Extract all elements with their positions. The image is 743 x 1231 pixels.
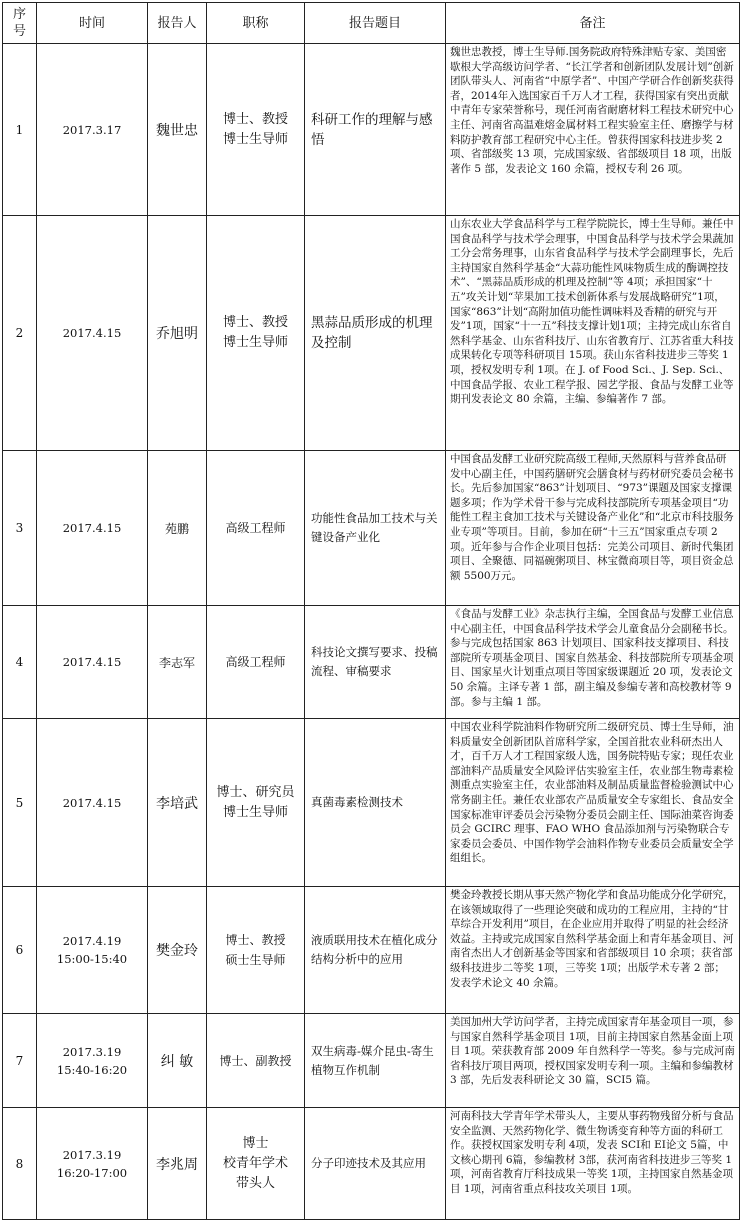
table-row [3,44,740,216]
row-topic: 分子印迹技术及其应用 [305,1108,446,1220]
row-title: 高级工程师 [207,606,305,719]
row-speaker: 李兆周 [148,1108,207,1220]
row-seq: 8 [3,1108,37,1220]
row-topic: 科研工作的理解与感悟 [305,44,446,216]
header-notes: 备注 [446,3,740,44]
row-time: 2017.3.17 [37,44,148,216]
table-row [3,606,740,719]
row-notes: 美国加州大学访问学者，主持完成国家青年基金项目一项，参与国家自然科学基金项目 1项，目前主持国家自然基金面上项目 1项。荣获教育部 2009 年自然科学一等奖。参与完成河南省科技厅项目两项，授权国家发明专利一项。主编和参编教材 3 部，先后发表科研论文 30 篇，SCI5 篇。 [446,1014,740,1108]
header-title: 职称 [207,3,305,44]
row-topic: 真菌毒素检测技术 [305,719,446,887]
row-title: 博士、教授 硕士生导师 [207,887,305,1014]
lecture-schedule-table [2,2,740,1220]
header-seq: 序号 [3,3,37,44]
row-seq: 3 [3,451,37,606]
row-title: 博士、教授 博士生导师 [207,44,305,216]
row-speaker: 李志军 [148,606,207,719]
row-time: 2017.4.15 [37,719,148,887]
row-notes: 樊金玲教授长期从事天然产物化学和食品功能成分化学研究，在该领域取得了一些理论突破和成功的工程应用，主持的“甘草综合开发利用”项目，在企业应用并取得了明显的社会经济效益。主持或完成国家自然科学基金面上和青年基金项目、河南省杰出人才创新基金等国家和省部级项目 10 余项；获省部级科技进步二等奖 1项，三等奖 1项；出版学术专著 2 部；发表学术论文 40 余篇。 [446,887,740,1014]
row-topic: 黑蒜品质形成的机理及控制 [305,216,446,451]
row-speaker: 李培武 [148,719,207,887]
row-seq: 4 [3,606,37,719]
row-time: 2017.4.15 [37,216,148,451]
row-time: 2017.3.19 16:20-17:00 [37,1108,148,1220]
row-time: 2017.4.19 15:00-15:40 [37,887,148,1014]
row-topic: 液质联用技术在植化成分结构分析中的应用 [305,887,446,1014]
row-title: 高级工程师 [207,451,305,606]
row-time: 2017.4.15 [37,451,148,606]
row-notes: 《食品与发酵工业》杂志执行主编，全国食品与发酵工业信息中心副主任，中国食品科学技术学会儿童食品分会副秘书长。参与完成包括国家 863 计划项目、国家科技支撑项目、科技部院所专项基金项目、国家自然基金、科技部院所专项基金项目、国家星火计划重点项目等国家级课题近 20 项，发表论文 50 余篇。主译专著 1 部，副主编及参编专著和高校教材等 9 部。参与主编 1 部。 [446,606,740,719]
table-row [3,451,740,606]
table-row [3,216,740,451]
row-speaker: 纠 敏 [148,1014,207,1108]
row-seq: 2 [3,216,37,451]
table-row [3,719,740,887]
row-seq: 5 [3,719,37,887]
row-speaker: 魏世忠 [148,44,207,216]
row-topic: 科技论文撰写要求、投稿流程、审稿要求 [305,606,446,719]
row-time: 2017.4.15 [37,606,148,719]
row-seq: 6 [3,887,37,1014]
row-notes: 中国农业科学院油料作物研究所二级研究员、博士生导师，油料质量安全创新团队首席科学家，全国首批农业科研杰出人才，百千万人才工程国家级人选，国务院特贴专家；现任农业部油料产品质量安全风险评估实验室主任，农业部生物毒素检测重点实验室主任，农业部油料及制品质量监督检验测试中心常务副主任。兼任农业部农产品质量安全专家组长、食品安全国家标准审评委员会污染物分委员会副主任、国际油菜咨询委员会 GCIRC 理事、FAO WHO 食品添加剂与污染物联合专家委员会委员、中国作物学会油料作物专业委员会质量安全学组组长。 [446,719,740,887]
row-seq: 7 [3,1014,37,1108]
row-title: 博士 校青年学术 带头人 [207,1108,305,1220]
table-row [3,887,740,1014]
row-seq: 1 [3,44,37,216]
header-speaker: 报告人 [148,3,207,44]
row-title: 博士、副教授 [207,1014,305,1108]
row-topic: 双生病毒-媒介昆虫-寄生植物互作机制 [305,1014,446,1108]
row-speaker: 乔旭明 [148,216,207,451]
header-topic: 报告题目 [305,3,446,44]
header-row [3,3,740,44]
row-notes: 魏世忠教授，博士生导师.国务院政府特殊津贴专家、美国密歇根大学高级访问学者、“长江学者和创新团队发展计划”创新团队带头人、河南省“中原学者”、中国产学研合作创新奖获得者，2014年入选国家百千万人才工程，获得国家有突出贡献中青年专家荣誉称号，现任河南省耐磨材料工程技术研究中心主任、河南省高温难熔金属材料工程实验室主任、磨擦学与材料防护教育部工程研究中心主任。曾获得国家科技进步奖 2 项、省部级奖 13 项，完成国家级、省部级项目 18 项，出版著作 5 部，发表论文 160 余篇，授权专利 26 项。 [446,44,740,216]
row-speaker: 苑鹏 [148,451,207,606]
row-speaker: 樊金玲 [148,887,207,1014]
row-title: 博士、教授 博士生导师 [207,216,305,451]
row-topic: 功能性食品加工技术与关键设备产业化 [305,451,446,606]
row-time: 2017.3.19 15:40-16:20 [37,1014,148,1108]
row-title: 博士、研究员 博士生导师 [207,719,305,887]
table-row [3,1108,740,1220]
row-notes: 中国食品发酵工业研究院高级工程师,天然原料与营养食品研发中心副主任，中国药膳研究会膳食材与药材研究委员会秘书长。先后参加国家“863”计划项目、“973”课题及国家支撑课题多项；作为学术骨干参与完成科技部院所专项基金项目“功能性工程主食加工技术与关键设备产业化”和“北京市科技服务业专项”等项目。目前，参加在研“十三五”国家重点专项 2项。近年参与合作企业项目包括：完美公司项目、新时代集团项目、全聚德、同福碗粥项目、林宝微商项目等，项目资金总额 5500万元。 [446,451,740,606]
table-row [3,1014,740,1108]
header-time: 时间 [37,3,148,44]
row-notes: 河南科技大学青年学术带头人，主要从事药物残留分析与食品安全监测、天然药物化学、微生物诱变育种等方面的科研工作。获授权国家发明专利 4项，发表 SCI和 EI论文 5篇，中文核心期刊 6篇，参编教材 3部，获河南省科技进步三等奖 1项，河南省教育厅科技成果一等奖 1项，主持国家自然基金项目 1项，河南省重点科技攻关项目 1项。 [446,1108,740,1220]
row-notes: 山东农业大学食品科学与工程学院院长，博士生导师。兼任中国食品科学与技术学会理事，中国食品科学与技术学会果蔬加工分会常务理事，山东省食品科学与技术学会副理事长，先后主持国家自然科学基金“大蒜功能性风味物质生成的酶调控技术”、“黑蒜品质形成的机理及控制”等 4项；承担国家“十五”攻关计划“苹果加工技术创新体系与发展战略研究”1项，国家“863”计划“高附加值功能性调味料及香精的研究与开发”1项，国家“十一五”科技支撑计划1项；主持完成山东省自然科学基金、山东省科技厅、山东省教育厅、江苏省重大科技成果转化专项等科研项目 15项。获山东省科技进步三等奖 1项，授权发明专利 1项。在 J. of Food Sci.、J. Sep. Sci.、中国食品学报、农业工程学报、园艺学报、食品与发酵工业等期刊发表论文 80 余篇，主编、参编著作 7 部。 [446,216,740,451]
